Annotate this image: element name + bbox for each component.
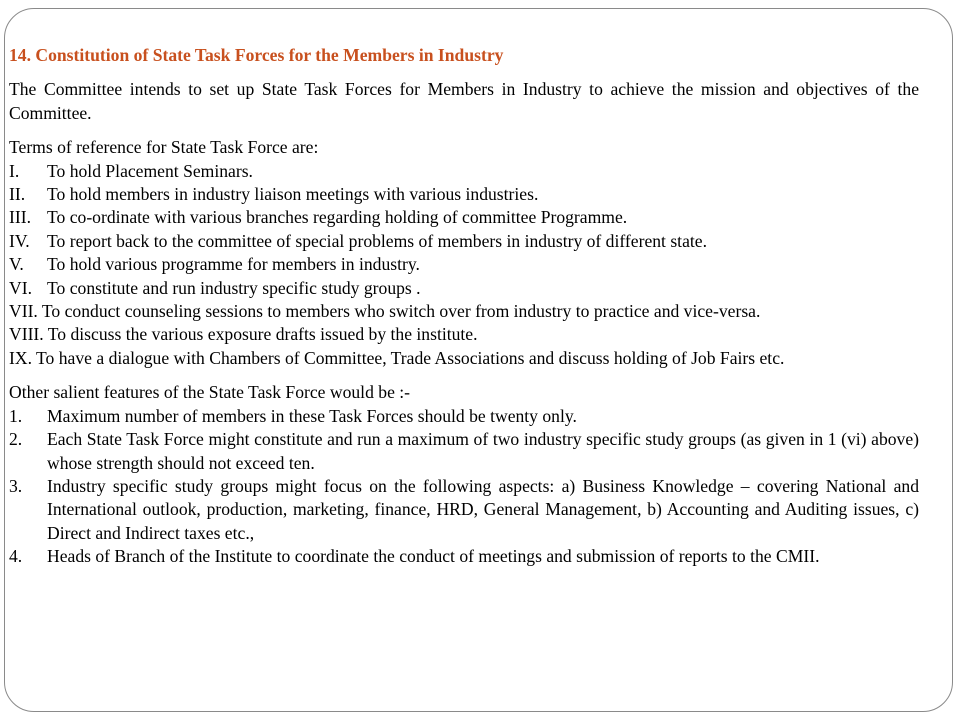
item-text: To hold Placement Seminars. bbox=[47, 160, 253, 181]
list-item bbox=[9, 183, 919, 206]
item-number: I. bbox=[9, 160, 20, 181]
features-list bbox=[9, 405, 919, 569]
item-text: Heads of Branch of the Institute to coordinate the conduct of meetings and submission of reports to the CMII. bbox=[47, 546, 820, 567]
item-text: Industry specific study groups might focus on the following aspects: a) Business Knowledge – covering National and International outlook, production, marketing, finance, HRD, General Management, b) Accounting and Auditing issues, c) Direct and Indirect taxes etc., bbox=[47, 475, 919, 543]
slide-title: 14. Constitution of State Task Forces for the Members in Industry bbox=[9, 45, 504, 65]
features-heading: Other salient features of the State Task Force would be :- bbox=[9, 382, 411, 403]
item-text: To hold members in industry liaison meetings with various industries. bbox=[47, 184, 539, 205]
slide-content bbox=[9, 44, 919, 569]
item-text: To constitute and run industry specific study groups . bbox=[47, 277, 421, 298]
terms-list bbox=[9, 160, 919, 371]
item-number: III. bbox=[9, 207, 31, 228]
list-item bbox=[9, 475, 919, 545]
list-item bbox=[9, 428, 919, 475]
item-number: IV. bbox=[9, 230, 30, 251]
item-text: To report back to the committee of special problems of members in industry of different state. bbox=[47, 230, 707, 251]
list-item bbox=[9, 253, 919, 276]
list-item bbox=[9, 160, 919, 183]
item-text: Each State Task Force might constitute and run a maximum of two industry specific study groups (as given in 1 (vi) above) whose strength should not exceed ten. bbox=[47, 429, 919, 473]
item-text: To hold various programme for members in industry. bbox=[47, 254, 420, 275]
item-number: VI. bbox=[9, 277, 32, 298]
item-number: 2. bbox=[9, 429, 23, 450]
list-item bbox=[9, 206, 919, 229]
list-item bbox=[9, 545, 919, 568]
intro-paragraph: The Committee intends to set up State Task Forces for Members in Industry to achieve the mission and objectives of the Committee. bbox=[9, 79, 919, 123]
item-number: 3. bbox=[9, 475, 23, 496]
item-text: To co-ordinate with various branches regarding holding of committee Programme. bbox=[47, 207, 628, 228]
list-item bbox=[9, 277, 919, 300]
list-item: VII. To conduct counseling sessions to members who switch over from industry to practice and vice-versa. bbox=[9, 301, 761, 322]
list-item: VIII. To discuss the various exposure drafts issued by the institute. bbox=[9, 324, 478, 345]
item-number: 4. bbox=[9, 546, 23, 567]
terms-heading: Terms of reference for State Task Force are: bbox=[9, 137, 319, 158]
list-item bbox=[9, 230, 919, 253]
list-item bbox=[9, 405, 919, 428]
item-number: 1. bbox=[9, 405, 23, 426]
item-number: II. bbox=[9, 184, 26, 205]
item-number: V. bbox=[9, 254, 24, 275]
item-text: Maximum number of members in these Task Forces should be twenty only. bbox=[47, 405, 577, 426]
list-item: IX. To have a dialogue with Chambers of Committee, Trade Associations and discuss holding of Job Fairs etc. bbox=[9, 347, 785, 368]
spacer bbox=[9, 370, 919, 381]
